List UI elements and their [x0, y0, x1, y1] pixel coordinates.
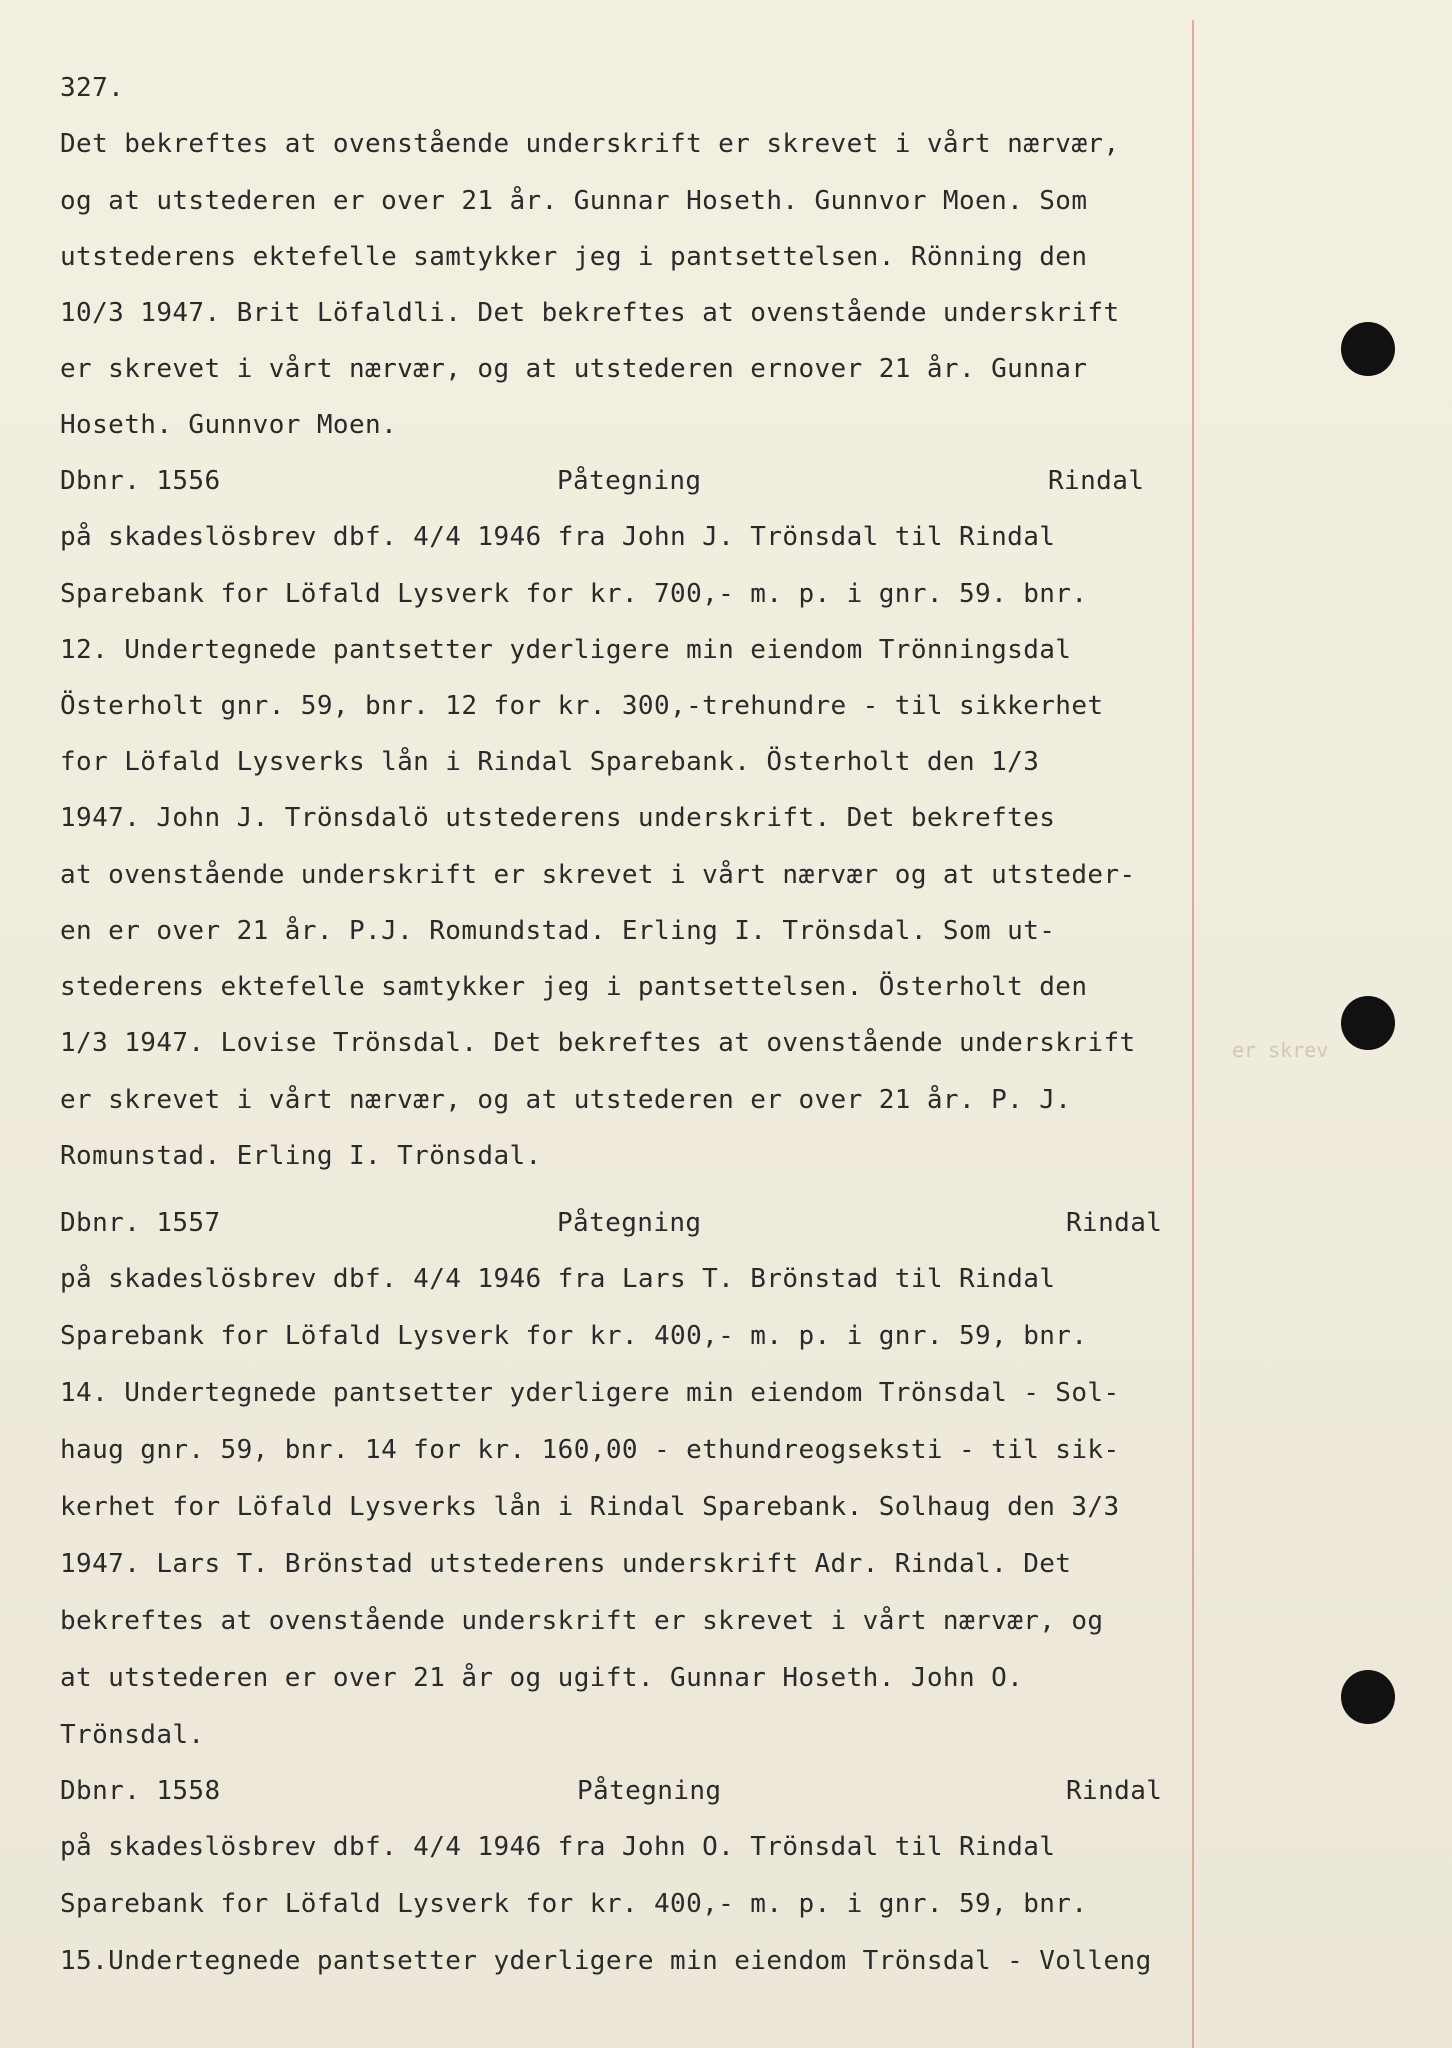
punch-hole — [1341, 1670, 1395, 1724]
page-number: 327. — [60, 73, 125, 103]
entry-title: Påtegning — [557, 1208, 702, 1238]
text-line: og at utstederen er over 21 år. Gunnar Hoseth. Gunnvor Moen. Som — [60, 186, 1088, 216]
text-line: Det bekreftes at ovenstående underskrift er skrevet i vårt nærvær, — [60, 129, 1120, 159]
text-line: at utstederen er over 21 år og ugift. Gunnar Hoseth. John O. — [60, 1663, 1024, 1693]
text-line: 14. Undertegnede pantsetter yderligere min eiendom Trönsdal - Sol- — [60, 1378, 1120, 1408]
punch-hole — [1341, 322, 1395, 376]
text-line: utstederens ektefelle samtykker jeg i pantsettelsen. Rönning den — [60, 242, 1088, 272]
text-line: haug gnr. 59, bnr. 14 for kr. 160,00 - ethundreogseksti - til sik- — [60, 1435, 1120, 1465]
text-line: på skadeslösbrev dbf. 4/4 1946 fra Lars T. Brönstad til Rindal — [60, 1264, 1056, 1294]
entry-place: Rindal — [1066, 1208, 1163, 1238]
entry-title: Påtegning — [577, 1776, 722, 1806]
text-line: på skadeslösbrev dbf. 4/4 1946 fra John O. Trönsdal til Rindal — [60, 1832, 1056, 1862]
text-line: for Löfald Lysverks lån i Rindal Sparebank. Österholt den 1/3 — [60, 747, 1040, 777]
entry-number: Dbnr. 1557 — [60, 1208, 221, 1238]
entry-title: Påtegning — [557, 466, 702, 496]
text-line: stederens ektefelle samtykker jeg i pantsettelsen. Österholt den — [60, 972, 1088, 1002]
entry-number: Dbnr. 1558 — [60, 1776, 221, 1806]
text-line: Romunstad. Erling I. Trönsdal. — [60, 1141, 542, 1171]
text-line: Sparebank for Löfald Lysverk for kr. 400,- m. p. i gnr. 59, bnr. — [60, 1321, 1088, 1351]
punch-hole — [1341, 996, 1395, 1050]
text-line: Sparebank for Löfald Lysverk for kr. 400,- m. p. i gnr. 59, bnr. — [60, 1889, 1088, 1919]
text-line: at ovenstående underskrift er skrevet i vårt nærvær og at utsteder- — [60, 860, 1136, 890]
text-line: Sparebank for Löfald Lysverk for kr. 700,- m. p. i gnr. 59. bnr. — [60, 579, 1088, 609]
text-line: 10/3 1947. Brit Löfaldli. Det bekreftes at ovenstående underskrift — [60, 298, 1120, 328]
text-line: kerhet for Löfald Lysverks lån i Rindal Sparebank. Solhaug den 3/3 — [60, 1492, 1120, 1522]
margin-line — [1192, 20, 1194, 2048]
entry-place: Rindal — [1066, 1776, 1163, 1806]
text-line: 15.Undertegnede pantsetter yderligere min eiendom Trönsdal - Volleng — [60, 1946, 1152, 1976]
text-line: er skrevet i vårt nærvær, og at utstederen er over 21 år. P. J. — [60, 1085, 1072, 1115]
text-line: på skadeslösbrev dbf. 4/4 1946 fra John J. Trönsdal til Rindal — [60, 522, 1056, 552]
entry-place: Rindal — [1048, 466, 1145, 496]
text-line: 1947. Lars T. Brönstad utstederens underskrift Adr. Rindal. Det — [60, 1549, 1072, 1579]
text-line: er skrevet i vårt nærvær, og at utstederen ernover 21 år. Gunnar — [60, 354, 1088, 384]
text-line: en er over 21 år. P.J. Romundstad. Erling I. Trönsdal. Som ut- — [60, 916, 1056, 946]
text-line: 1947. John J. Trönsdalö utstederens underskrift. Det bekreftes — [60, 803, 1056, 833]
text-line: bekreftes at ovenstående underskrift er skrevet i vårt nærvær, og — [60, 1606, 1104, 1636]
text-line: Trönsdal. — [60, 1720, 205, 1750]
margin-bleed-text: er skrev — [1232, 1038, 1329, 1062]
text-line: Hoseth. Gunnvor Moen. — [60, 410, 398, 440]
entry-number: Dbnr. 1556 — [60, 466, 221, 496]
text-line: Österholt gnr. 59, bnr. 12 for kr. 300,-trehundre - til sikkerhet — [60, 691, 1104, 721]
text-line: 1/3 1947. Lovise Trönsdal. Det bekreftes at ovenstående underskrift — [60, 1028, 1136, 1058]
text-line: 12. Undertegnede pantsetter yderligere min eiendom Trönningsdal — [60, 635, 1072, 665]
